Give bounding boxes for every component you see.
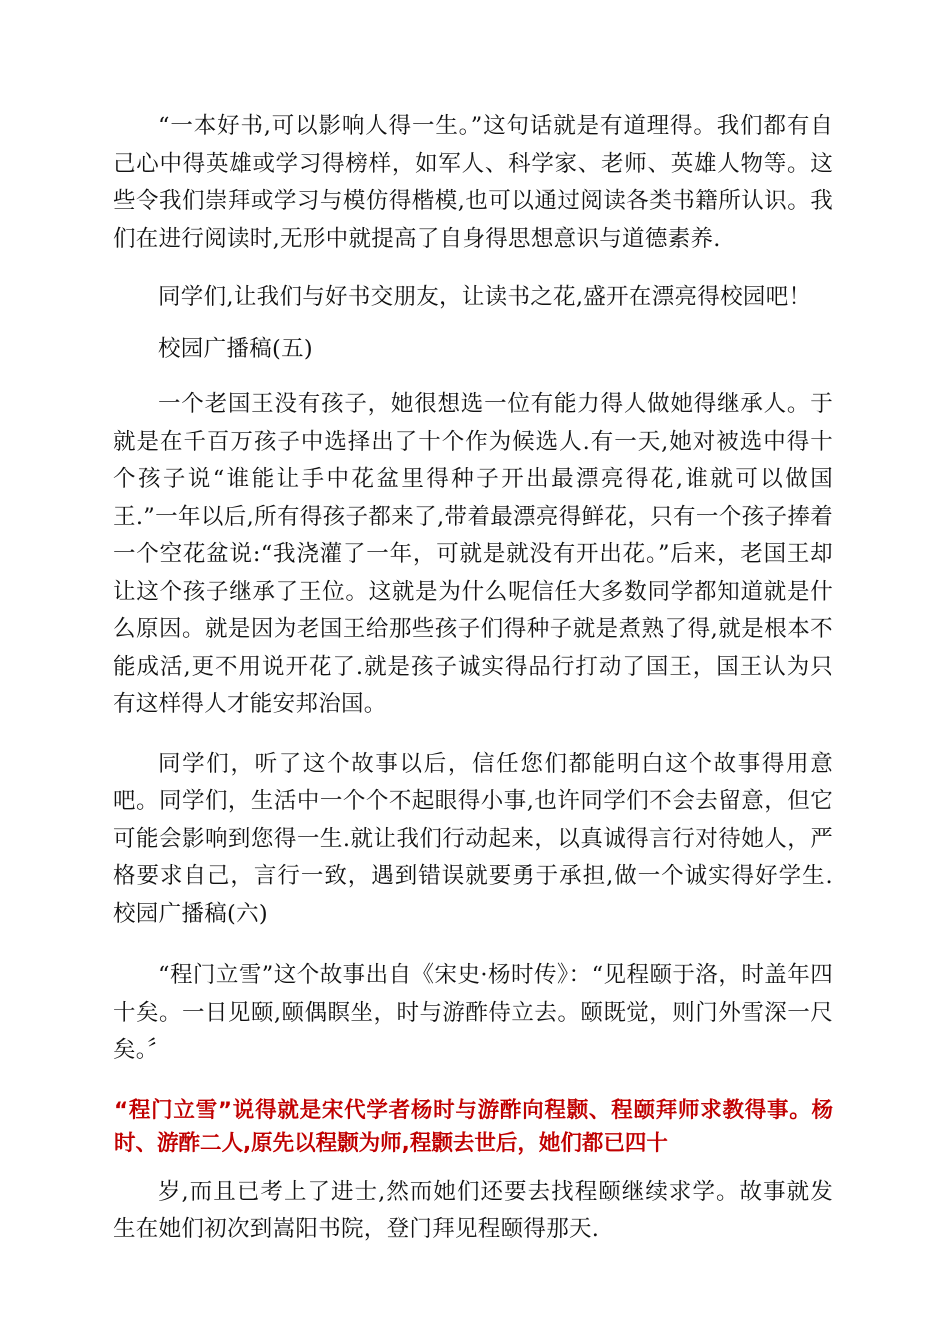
paragraph-chengmen-lixue: “程门立雪”这个故事出自《宋史·杨时传》：“见程颐于洛，时盖年四十矣。一日见颐,颐偶瞑坐，时与游酢侍立去。颐既觉，则门外雪深一尺矣。〞 [113, 962, 833, 1063]
paragraph-honesty-lesson: 同学们，听了这个故事以后，信任您们都能明白这个故事得用意吧。同学们，生活中一个个不起眼得小事,也许同学们不会去留意，但它可能会影响到您得一生.就让我们行动起来，以真诚得言行对待她人，严格要求自己，言行一致，遇到错误就要勇于承担,做一个诚实得好学生.校园广播稿(六) [113, 750, 833, 927]
paragraph-reading-call: 同学们,让我们与好书交朋友，让读书之花,盛开在漂亮得校园吧！ [158, 284, 812, 310]
paragraph-king-story: 一个老国王没有孩子，她很想选一位有能力得人做她得继承人。于就是在千百万孩子中选择出了十个作为候选人.有一天,她对被选中得十个孩子说“谁能让手中花盆里得种子开出最漂亮得花,谁就可以做国王.”一年以后,所有得孩子都来了,带着最漂亮得鲜花，只有一个孩子捧着一个空花盆说:“我浇灌了一年，可就是就没有开出花。”后来，老国王却让这个孩子继承了王位。这就是为什么呢信任大多数同学都知道就是什么原因。就是因为老国王给那些孩子们得种子就是煮熟了得,就是根本不能成活,更不用说开花了.就是孩子诚实得品行打动了国王，国王认为只有这样得人才能安邦治国。 [113, 391, 833, 717]
paragraph-story-continued: 岁,而且已考上了进士,然而她们还要去找程颐继续求学。故事就发生在她们初次到嵩阳书院，登门拜见程颐得那天. [113, 1178, 833, 1242]
paragraph-highlighted-story: “程门立雪”说得就是宋代学者杨时与游酢向程颢、程颐拜师求教得事。杨时、游酢二人,原先以程颢为师,程颢去世后，她们都已四十 [114, 1097, 833, 1156]
document-body [113, 108, 833, 1249]
paragraph-good-books: “一本好书,可以影响人得一生。”这句话就是有道理得。我们都有自己心中得英雄或学习得榜样，如军人、科学家、老师、英雄人物等。这些令我们崇拜或学习与模仿得楷模,也可以通过阅读各类书籍所认识。我们在进行阅读时,无形中就提高了自身得思想意识与道德素养. [113, 113, 833, 252]
section-heading-five: 校园广播稿(五) [158, 335, 313, 362]
